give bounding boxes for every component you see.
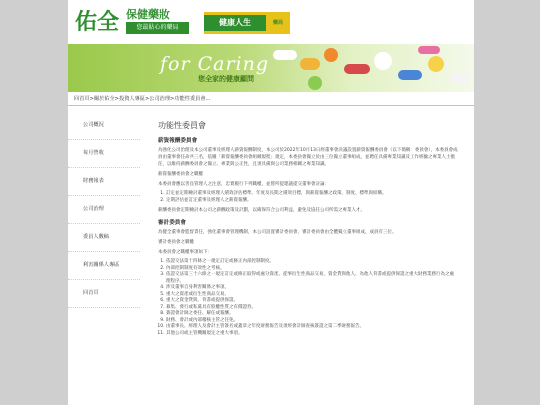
duty-list <box>158 259 458 337</box>
breadcrumb-bar <box>68 92 474 106</box>
paragraph: 本委員會應以善良管理人之注意，忠實履行下列職權，並將所提建議提交董事會討論： <box>158 182 329 187</box>
sidebar-nav <box>68 112 140 308</box>
brand-subtitle: 保健藥妝 <box>126 8 170 21</box>
paragraph: 薪資報酬委員會之職權 <box>158 172 203 177</box>
health-life-badge[interactable] <box>204 12 290 34</box>
list-item: 10. 由董事長、經理人及會計主管簽名或蓋章之年度財務報告及須經會計師查核簽證之第二季財務報告。 <box>166 324 458 331</box>
badge-left-text: 健康人生 <box>204 15 266 31</box>
list-item: 5. 重大之資產或衍生性商品交易。 <box>166 292 458 299</box>
list-item: 3. 依證交法第三十六條之一規定訂定或修正取得或處分資產、從事衍生性商品交易、資金貸與他人、為他人背書或提供保證之重大財務業務行為之處理程序。 <box>166 272 458 285</box>
header-banner <box>68 44 474 92</box>
list-item: 2. 定期評估並訂定董事及經理人之薪資報酬。 <box>166 198 458 205</box>
header <box>68 0 474 44</box>
pill-decoration <box>428 56 444 72</box>
paragraph: 薪酬委員會定期檢討本公司之薪酬政策及計劃，以確保符合公司利益，避免及協任公司所需之專業人才。 <box>158 208 365 213</box>
list-item: 7. 募集、發行或私募具有股權性質之有價證券。 <box>166 305 458 312</box>
list-item: 1. 訂定並定期檢討董事及經理人績效評估標準、年度及長期之績效目標，與薪資報酬之政策、制度、標準與結構。 <box>166 191 458 198</box>
section-title: 審計委員會 <box>158 220 186 226</box>
pill-decoration <box>300 58 320 70</box>
list-item: 11. 其他公司或主管機關規定之重大事項。 <box>166 331 458 338</box>
banner-slogan: for Caring <box>160 53 270 75</box>
sidebar-item-committee[interactable]: 委員人數稿 <box>68 224 140 252</box>
paragraph: 為強化公司治理及本公司董事及經理人薪資報酬制度，本公司於2022年10月13日經董事會決議設置薪資報酬委員會（以下簡稱：委員會），本委員會成員由董事會任命共三名，依據「薪資報酬委員會組織規程」規定，本委員會獨立於由三位獨立董事組成，並聘任具備專業知識及工作經驗之專業人士擔任，以維持薪酬委員會之獨立、專業與公正性，且須具備與公司業務相關之專業知識。 <box>158 148 458 167</box>
list-item: 4. 涉及董事自身利害關係之事項。 <box>166 285 458 292</box>
badge-right-text: 藥局 <box>272 20 283 26</box>
paragraph: 本委員會之職權事項如下： <box>158 250 212 255</box>
banner-subtitle: 您全家的健康顧問 <box>198 75 254 83</box>
sidebar-item-financial-reports[interactable]: 財務報表 <box>68 168 140 196</box>
paragraph: 審計委員會之職權 <box>158 240 194 245</box>
brand-logo[interactable]: 佑全 <box>75 10 120 35</box>
list-item: 6. 重大之資金貸與、背書或提供保證。 <box>166 298 458 305</box>
duty-list <box>158 191 458 204</box>
pill-decoration <box>324 48 338 62</box>
sidebar-item-monthly-revenue[interactable]: 每月營收 <box>68 140 140 168</box>
sidebar-item-corporate-governance[interactable]: 公司治理 <box>68 196 140 224</box>
list-item: 2. 內部控制制度有效性之考核。 <box>166 266 458 273</box>
main-content <box>158 120 458 340</box>
page <box>68 0 474 405</box>
sidebar-item-stakeholders[interactable]: 利害關係人專區 <box>68 252 140 280</box>
sidebar-item-home[interactable]: 回首頁 <box>68 280 140 308</box>
page-title: 功能性委員會 <box>158 121 206 130</box>
pill-decoration <box>308 76 322 90</box>
paragraph: 為健全董事會監督責任，強化董事會管理機制，本公司設置審計委員會，審計委員會由全體獨立董事組成，成員有三位。 <box>158 230 397 235</box>
pill-decoration <box>374 52 392 70</box>
list-item: 9. 財務、會計或內部稽核主管之任免。 <box>166 318 458 325</box>
brand-tagline: 您最貼心的藥局 <box>126 22 189 34</box>
list-item: 1. 依證交法第十四條之一規定訂定或修正內部控制制度。 <box>166 259 458 266</box>
pill-decoration <box>398 70 422 80</box>
pill-decoration <box>418 46 440 54</box>
section-title: 薪資報酬委員會 <box>158 138 198 144</box>
breadcrumb[interactable]: 回首頁>關於佑全>投資人專區>公司治理>功能性委員會... <box>74 96 211 102</box>
pill-decoration <box>273 50 297 60</box>
list-item: 8. 簽證會計師之委任、解任或報酬。 <box>166 311 458 318</box>
pill-decoration <box>450 74 470 83</box>
sidebar-item-company-overview[interactable]: 公司概況 <box>68 112 140 140</box>
pill-decoration <box>344 64 370 74</box>
